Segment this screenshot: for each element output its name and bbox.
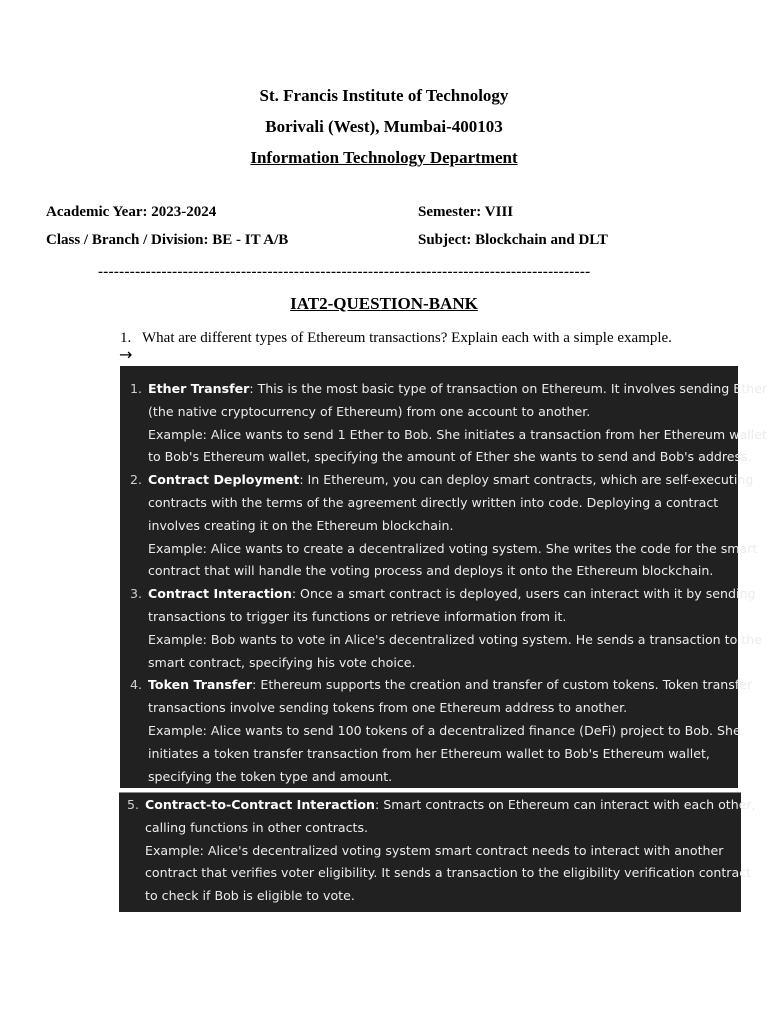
answer-title: Contract Interaction [148,586,292,602]
answer-line [148,401,738,424]
answer-text: to Bob's Ethereum wallet, specifying the amount of Ether she wants to send and Bob's address. [148,449,752,465]
class-branch-division: Class / Branch / Division: BE - IT A/B [46,232,289,248]
answer-number: 2. [130,472,143,488]
answer-text: : This is the most basic type of transaction on Ethereum. It involves sending Ether [249,381,768,396]
institute-address: Borivali (West), Mumbai-400103 [265,117,503,136]
answer-text: contract that will handle the voting process and deploys it onto the Ethereum blockchain. [148,563,714,579]
answer-line [148,583,756,606]
answer-title: Token Transfer [148,677,253,693]
answer-line [145,840,741,863]
answer-text: (the native cryptocurrency of Ethereum) from one account to another. [148,403,591,419]
answer-item [130,469,758,583]
department-name: Information Technology Department [250,148,518,167]
answer-line [148,446,752,469]
answer-item [130,378,768,469]
answer-line [148,766,738,789]
answer-text: smart contract, specifying his vote choice. [148,654,416,670]
answer-text: Example: Alice wants to send 100 tokens of a decentralized finance (DeFi) project to Bob. She [148,722,741,738]
answer-text: Example: Alice's decentralized voting system smart contract needs to interact with another [145,842,724,858]
answer-line [148,538,758,561]
answer-line [148,606,738,629]
answer-title: Ether Transfer [148,381,250,396]
answer-text: contracts with the terms of the agreement directly written into code. Deploying a contract [148,494,719,510]
question-bank-title: IAT2-QUESTION-BANK [290,294,478,313]
answer-title: Contract-to-Contract Interaction [145,797,376,812]
answer-text: transactions to trigger its functions or retrieve information from it. [148,608,567,624]
answer-text: : Once a smart contract is deployed, users can interact with it by sending [291,586,756,602]
answer-line [148,424,767,447]
answer-item [130,583,762,674]
answer-line [148,469,754,492]
answer-line [145,794,756,817]
answer-title: Contract Deployment [148,472,300,488]
answer-text: calling functions in other contracts. [145,819,369,835]
answer-line [145,885,741,908]
subject: Subject: Blockchain and DLT [418,232,608,248]
answer-line [145,817,741,840]
answer-line [148,697,738,720]
answer-number: 5. [127,797,140,812]
answer-text: Example: Alice wants to create a decentralized voting system. She writes the code for the smart [148,540,758,556]
answer-text: specifying the token type and amount. [148,768,393,784]
answer-line [148,378,768,401]
separator-line: --------------------------------------------------------------------------------------------- [98,264,591,280]
answer-number: 3. [130,586,143,602]
answer-line [148,652,738,675]
answer-line [148,720,741,743]
answer-item [127,794,756,908]
answer-line [148,674,753,697]
answer-number: 1. [130,381,143,396]
question-1 [120,330,672,347]
answer-line [145,862,752,885]
answer-text: initiates a token transfer transaction from her Ethereum wallet to Bob's Ethereum wallet, [148,745,710,761]
answer-text: : In Ethereum, you can deploy smart contracts, which are self-executing [299,472,754,488]
answer-number: 4. [130,677,143,693]
answer-text: to check if Bob is eligible to vote. [145,888,355,904]
answer-text: transactions involve sending tokens from one Ethereum address to another. [148,700,628,716]
answer-text: involves creating it on the Ethereum blockchain. [148,517,454,533]
institute-name: St. Francis Institute of Technology [259,86,509,105]
answer-line [148,515,738,538]
answer-line [148,492,738,515]
answer-line [148,743,738,766]
answer-text: : Ethereum supports the creation and transfer of custom tokens. Token transfer [252,677,753,693]
answer-text: Example: Alice wants to send 1 Ether to Bob. She initiates a transaction from her Ethereum wallet [148,426,767,442]
answer-panel-1 [120,366,768,788]
answer-text: contract that verifies voter eligibility. It sends a transaction to the eligibility verification contract [145,865,752,881]
answer-text: : Smart contracts on Ethereum can interact with each other, [375,797,756,812]
answer-item [130,674,753,788]
answer-line [148,629,762,652]
question-text: What are different types of Ethereum transactions? Explain each with a simple example. [142,330,672,346]
answer-line [148,560,738,583]
answer-panel-2 [119,792,756,912]
answer-text: Example: Bob wants to vote in Alice's decentralized voting system. He sends a transaction to the [148,631,762,647]
question-number: 1. [120,330,132,346]
semester: Semester: VIII [418,204,514,220]
academic-year: Academic Year: 2023-2024 [46,204,217,220]
arrow-right-icon: → [119,345,133,364]
